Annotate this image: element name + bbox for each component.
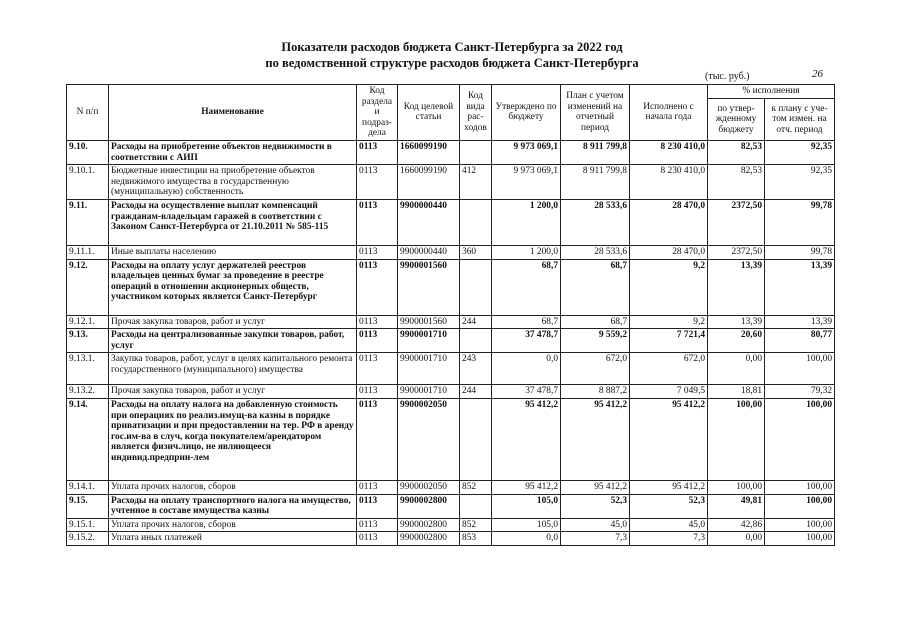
row-pct-approved: 0,00 xyxy=(708,532,765,546)
header-name: Наименование xyxy=(109,85,357,141)
row-pct-plan: 92,35 xyxy=(765,165,835,200)
row-pct-approved: 82,53 xyxy=(708,165,765,200)
row-code-target: 9900002800 xyxy=(398,494,460,518)
table-row xyxy=(67,385,835,399)
row-approved: 68,7 xyxy=(492,315,561,329)
row-code-type xyxy=(460,199,492,245)
row-pct-approved: 0,00 xyxy=(708,353,765,385)
row-code-type: 360 xyxy=(460,245,492,259)
header-code-target: Код целевой статьи xyxy=(398,85,460,141)
row-approved: 9 973 069,1 xyxy=(492,140,561,164)
row-code-dept: 0113 xyxy=(357,398,398,480)
row-code-dept: 0113 xyxy=(357,353,398,385)
row-executed: 672,0 xyxy=(630,353,708,385)
row-executed: 7 049,5 xyxy=(630,385,708,399)
row-plan: 9 559,2 xyxy=(561,329,630,353)
row-num: 9.15.2. xyxy=(67,532,109,546)
row-name: Расходы на оплату транспортного налога на имущество, учтенное в составе имущества казны xyxy=(109,494,357,518)
row-pct-plan: 99,78 xyxy=(765,199,835,245)
row-pct-plan: 100,00 xyxy=(765,494,835,518)
table-row xyxy=(67,259,835,315)
row-executed: 95 412,2 xyxy=(630,480,708,494)
row-code-dept: 0113 xyxy=(357,532,398,546)
table-row xyxy=(67,532,835,546)
row-plan: 8 911 799,8 xyxy=(561,140,630,164)
row-pct-plan: 100,00 xyxy=(765,518,835,532)
row-pct-approved: 2372,50 xyxy=(708,199,765,245)
row-executed: 8 230 410,0 xyxy=(630,140,708,164)
row-executed: 95 412,2 xyxy=(630,398,708,480)
table-body xyxy=(67,140,835,545)
row-plan: 7,3 xyxy=(561,532,630,546)
row-pct-approved: 2372,50 xyxy=(708,245,765,259)
row-pct-plan: 100,00 xyxy=(765,398,835,480)
row-num: 9.10.1. xyxy=(67,165,109,200)
row-pct-plan: 100,00 xyxy=(765,480,835,494)
row-code-dept: 0113 xyxy=(357,480,398,494)
row-code-type: 852 xyxy=(460,480,492,494)
header-approved: Утверждено по бюджету xyxy=(492,85,561,141)
header-executed: Исполнено с начала года xyxy=(630,85,708,141)
row-plan: 28 533,6 xyxy=(561,245,630,259)
row-plan: 8 911 799,8 xyxy=(561,165,630,200)
row-approved: 37 478,7 xyxy=(492,329,561,353)
row-pct-approved: 49,81 xyxy=(708,494,765,518)
row-code-type: 243 xyxy=(460,353,492,385)
table-row xyxy=(67,353,835,385)
header-plan: План с учетом изменений на отчетный период xyxy=(561,85,630,141)
row-pct-plan: 100,00 xyxy=(765,353,835,385)
row-code-target: 1660099190 xyxy=(398,165,460,200)
row-code-type xyxy=(460,398,492,480)
row-approved: 0,0 xyxy=(492,353,561,385)
row-num: 9.14.1. xyxy=(67,480,109,494)
row-pct-approved: 100,00 xyxy=(708,480,765,494)
table-row xyxy=(67,480,835,494)
header-pct-plan: к плану с уче-том измен. на отч. период xyxy=(765,99,835,141)
row-approved: 37 478,7 xyxy=(492,385,561,399)
row-name: Закупка товаров, работ, услуг в целях капитального ремонта государственного (муниципального) имущества xyxy=(109,353,357,385)
header-code-dept: Код раздела и подраз-дела xyxy=(357,85,398,141)
row-code-dept: 0113 xyxy=(357,385,398,399)
row-approved: 68,7 xyxy=(492,259,561,315)
row-name: Прочая закупка товаров, работ и услуг xyxy=(109,385,357,399)
row-name: Бюджетные инвестиции на приобретение объектов недвижимого имущества в государственную (муниципальную) собственность xyxy=(109,165,357,200)
table-row xyxy=(67,315,835,329)
row-num: 9.15. xyxy=(67,494,109,518)
row-code-target: 9900000440 xyxy=(398,245,460,259)
row-code-dept: 0113 xyxy=(357,199,398,245)
row-pct-plan: 13,39 xyxy=(765,315,835,329)
row-name: Уплата прочих налогов, сборов xyxy=(109,518,357,532)
row-name: Расходы на централизованные закупки товаров, работ, услуг xyxy=(109,329,357,353)
table-row xyxy=(67,245,835,259)
page-number: 26 xyxy=(812,68,823,80)
row-num: 9.11. xyxy=(67,199,109,245)
row-num: 9.15.1. xyxy=(67,518,109,532)
row-approved: 0,0 xyxy=(492,532,561,546)
row-pct-plan: 80,77 xyxy=(765,329,835,353)
row-name: Расходы на оплату налога на добавленную стоимость при операциях по реализ.имущ-ва казны в порядке приватизации и при предоставлении на тер. РФ в аренду гос.им-ва в случ, когда покупателем/арендатором является физич.лицо, не являющееся индивид.предприн-лем xyxy=(109,398,357,480)
row-code-type: 852 xyxy=(460,518,492,532)
row-executed: 28 470,0 xyxy=(630,199,708,245)
row-approved: 1 200,0 xyxy=(492,199,561,245)
row-num: 9.13.2. xyxy=(67,385,109,399)
row-approved: 9 973 069,1 xyxy=(492,165,561,200)
row-plan: 8 887,2 xyxy=(561,385,630,399)
row-executed: 28 470,0 xyxy=(630,245,708,259)
row-code-dept: 0113 xyxy=(357,315,398,329)
row-code-type: 244 xyxy=(460,315,492,329)
expenses-table xyxy=(66,84,835,546)
row-code-type xyxy=(460,259,492,315)
header-code-type: Код вида рас-ходов xyxy=(460,85,492,141)
table-row xyxy=(67,199,835,245)
row-code-type xyxy=(460,329,492,353)
row-plan: 95 412,2 xyxy=(561,398,630,480)
row-pct-plan: 13,39 xyxy=(765,259,835,315)
row-num: 9.10. xyxy=(67,140,109,164)
row-code-dept: 0113 xyxy=(357,518,398,532)
row-code-dept: 0113 xyxy=(357,165,398,200)
row-executed: 45,0 xyxy=(630,518,708,532)
row-code-type: 853 xyxy=(460,532,492,546)
row-code-target: 9900002800 xyxy=(398,518,460,532)
row-code-target: 9900001710 xyxy=(398,353,460,385)
row-name: Иные выплаты населению xyxy=(109,245,357,259)
table-row xyxy=(67,398,835,480)
row-approved: 95 412,2 xyxy=(492,480,561,494)
table-row xyxy=(67,518,835,532)
row-code-target: 9900001710 xyxy=(398,329,460,353)
row-code-target: 9900000440 xyxy=(398,199,460,245)
header-pct-group: % исполнения xyxy=(708,85,835,99)
row-executed: 52,3 xyxy=(630,494,708,518)
row-code-target: 1660099190 xyxy=(398,140,460,164)
row-code-dept: 0113 xyxy=(357,259,398,315)
row-pct-plan: 99,78 xyxy=(765,245,835,259)
row-plan: 28 533,6 xyxy=(561,199,630,245)
row-executed: 9,2 xyxy=(630,259,708,315)
row-approved: 105,0 xyxy=(492,494,561,518)
row-code-dept: 0113 xyxy=(357,494,398,518)
header-num: N п/п xyxy=(67,85,109,141)
row-name: Расходы на приобретение объектов недвижимости в соответствии с АИП xyxy=(109,140,357,164)
row-num: 9.12. xyxy=(67,259,109,315)
table-row xyxy=(67,140,835,164)
row-pct-approved: 13,39 xyxy=(708,315,765,329)
row-num: 9.13.1. xyxy=(67,353,109,385)
report-title-line-1: Показатели расходов бюджета Санкт-Петербурга за 2022 год xyxy=(281,40,623,54)
row-executed: 7 721,4 xyxy=(630,329,708,353)
header-pct-approved: по утвер-жденному бюджету xyxy=(708,99,765,141)
row-approved: 1 200,0 xyxy=(492,245,561,259)
row-code-target: 9900002050 xyxy=(398,480,460,494)
row-executed: 7,3 xyxy=(630,532,708,546)
row-executed: 8 230 410,0 xyxy=(630,165,708,200)
table-row xyxy=(67,165,835,200)
row-code-type xyxy=(460,140,492,164)
row-pct-plan: 92,35 xyxy=(765,140,835,164)
row-pct-approved: 18,81 xyxy=(708,385,765,399)
row-plan: 68,7 xyxy=(561,315,630,329)
row-pct-plan: 100,00 xyxy=(765,532,835,546)
row-plan: 45,0 xyxy=(561,518,630,532)
row-name: Уплата прочих налогов, сборов xyxy=(109,480,357,494)
row-pct-approved: 20,60 xyxy=(708,329,765,353)
report-title-line-2: по ведомственной структуре расходов бюджета Санкт-Петербурга xyxy=(265,56,639,70)
row-code-dept: 0113 xyxy=(357,140,398,164)
row-approved: 105,0 xyxy=(492,518,561,532)
row-approved: 95 412,2 xyxy=(492,398,561,480)
row-code-target: 9900001710 xyxy=(398,385,460,399)
row-plan: 52,3 xyxy=(561,494,630,518)
row-plan: 95 412,2 xyxy=(561,480,630,494)
row-code-target: 9900001560 xyxy=(398,259,460,315)
row-pct-approved: 42,86 xyxy=(708,518,765,532)
row-num: 9.12.1. xyxy=(67,315,109,329)
units-label: (тыс. руб.) xyxy=(705,71,750,82)
row-executed: 9,2 xyxy=(630,315,708,329)
row-plan: 672,0 xyxy=(561,353,630,385)
row-name: Расходы на осуществление выплат компенсаций гражданам-владельцам гаражей в соответствии с Законом Санкт-Петербурга от 21.10.2011 № 585-115 xyxy=(109,199,357,245)
row-name: Расходы на оплату услуг держателей реестров владельцев ценных бумаг за проведение в реестре операций в отношении акционерных обществ, участником которых является Санкт-Петербург xyxy=(109,259,357,315)
row-num: 9.11.1. xyxy=(67,245,109,259)
row-code-type xyxy=(460,494,492,518)
row-code-target: 9900002800 xyxy=(398,532,460,546)
row-code-target: 9900001560 xyxy=(398,315,460,329)
row-code-type: 244 xyxy=(460,385,492,399)
row-code-dept: 0113 xyxy=(357,329,398,353)
table-row xyxy=(67,494,835,518)
row-code-dept: 0113 xyxy=(357,245,398,259)
row-pct-approved: 100,00 xyxy=(708,398,765,480)
row-plan: 68,7 xyxy=(561,259,630,315)
row-code-type: 412 xyxy=(460,165,492,200)
row-pct-plan: 79,32 xyxy=(765,385,835,399)
table-row xyxy=(67,329,835,353)
row-pct-approved: 13,39 xyxy=(708,259,765,315)
row-pct-approved: 82,53 xyxy=(708,140,765,164)
row-code-target: 9900002050 xyxy=(398,398,460,480)
row-name: Прочая закупка товаров, работ и услуг xyxy=(109,315,357,329)
row-name: Уплата иных платежей xyxy=(109,532,357,546)
row-num: 9.13. xyxy=(67,329,109,353)
row-num: 9.14. xyxy=(67,398,109,480)
